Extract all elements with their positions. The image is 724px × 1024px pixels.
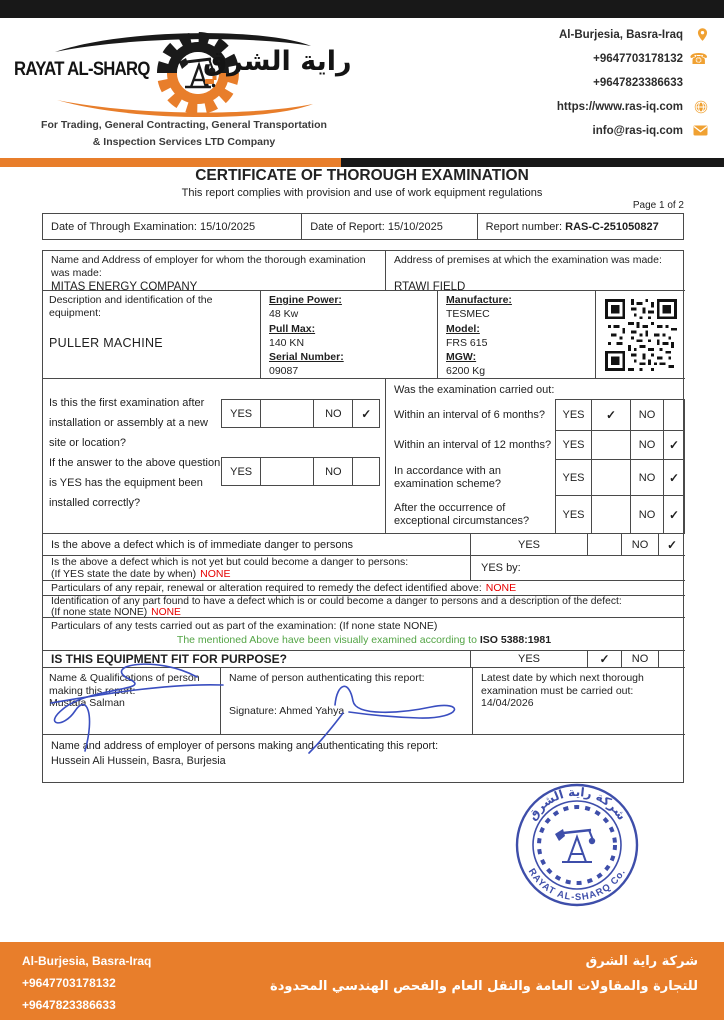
repair-row (43, 581, 685, 596)
identification-line2 (51, 608, 677, 619)
certificate-subtitle: This report complies with provision and use of work equipment regulations (181, 187, 543, 199)
premises-label: Address of premises at which the examination was made: (394, 254, 662, 266)
footer-banner (0, 942, 724, 1020)
yes-check-cell (261, 458, 314, 485)
stamp-arabic-text: شركة راية الشرق (525, 784, 629, 823)
exam-date-label: Date of Through Examination: (51, 220, 197, 233)
footer-address: Al-Burjesia, Basra-Iraq (22, 954, 152, 968)
no-cell: NO (314, 400, 353, 427)
interval-question: Within an interval of 12 months? (394, 439, 552, 451)
potential-none-value: NONE (200, 567, 231, 580)
divider-bar-black (341, 158, 724, 167)
report-date-cell (302, 214, 477, 239)
equipment-desc-cell (43, 291, 261, 379)
no-check-cell: ✓ (659, 534, 685, 556)
potential-line2-text: (If YES state the date by when) (51, 567, 197, 580)
spec-value: TESMEC (446, 308, 490, 321)
no-check-cell: ✓ (668, 470, 680, 485)
no-check-cell (659, 651, 685, 668)
exam-date-value: 15/10/2025 (200, 220, 256, 233)
no-cell: NO (631, 431, 664, 459)
manufacture-specs-cell (438, 291, 596, 379)
contact-phone2: +9647823386633 (593, 76, 683, 89)
footer-company-name-ar: شركة راية الشرق (585, 954, 698, 969)
yes-cell: YES (556, 460, 592, 495)
premises-cell (386, 251, 685, 291)
next-exam-cell (473, 668, 685, 735)
spec-label: Engine Power: (269, 294, 342, 306)
contact-phone1-row (557, 51, 708, 66)
interval-row (556, 496, 684, 533)
identification-line2-text: (If none state NONE) (51, 606, 148, 618)
potential-danger-question (43, 556, 471, 581)
globe-icon (688, 100, 708, 114)
report-number-label: Report number: (485, 220, 563, 233)
footer-phone2: +9647823386633 (22, 998, 116, 1012)
maker-cell (43, 668, 221, 735)
spec-label: Pull Max: (269, 322, 316, 335)
authenticator-signature-line: Signature: Ahmed Yahya (229, 704, 345, 717)
contact-website[interactable]: https://www.ras-iq.com (556, 100, 683, 113)
divider-bar-orange (0, 158, 341, 167)
interval-question: In accordance with an examination scheme? (394, 465, 502, 490)
repair-text: Particulars of any repair, renewal or alteration required to remedy the defect identified above: (51, 582, 482, 594)
employer-value: MITAS ENERGY COMPANY (51, 281, 198, 293)
next-exam-label: Latest date by which next thorough examination must be carried out: (481, 672, 644, 697)
no-check-cell: ✓ (668, 507, 680, 522)
repair-none-value: NONE (485, 582, 517, 594)
fitness-question: IS THIS EQUIPMENT FIT FOR PURPOSE? (43, 651, 471, 668)
no-check-cell: ✓ (668, 438, 680, 452)
yes-check-cell (592, 496, 631, 533)
interval-row (556, 431, 684, 460)
report-number-value: RAS-C-251050827 (565, 220, 659, 233)
no-check-cell: ✓ (361, 406, 372, 421)
no-cell: NO (631, 460, 664, 495)
interval-question: Within an interval of 6 months? (394, 408, 546, 421)
report-number-cell (478, 214, 683, 239)
interval-row (556, 400, 684, 431)
exam-date-cell (43, 214, 302, 239)
company-tagline (8, 117, 360, 151)
no-cell: NO (622, 651, 659, 668)
yes-check-cell (592, 431, 631, 459)
first-exam-pane (43, 379, 386, 534)
spec-value: 09087 (269, 365, 299, 378)
tests-note: The mentioned Above have been visually examined according to (176, 634, 477, 646)
carried-out-header: Was the examination carried out: (394, 384, 555, 396)
spec-value: 48 Kw (269, 308, 299, 321)
tagline-line1: For Trading, General Contracting, General Transportation (41, 119, 327, 131)
spec-value: 140 KN (269, 336, 305, 349)
immediate-danger-question: Is the above a defect which is of immediate danger to persons (43, 534, 471, 556)
authenticator-label: Name of person authenticating this report: (229, 672, 425, 684)
stamp-pumpjack-icon (562, 830, 593, 862)
contact-block (557, 27, 708, 147)
question-first-exam: Is this the first examination after installation or assembly at a new site or location? (49, 397, 208, 449)
contact-address: Al-Burjesia, Basra-Iraq (559, 28, 683, 41)
spec-label: MGW: (446, 351, 477, 364)
tests-text: Particulars of any tests carried out as part of the examination: (If none state NONE) (51, 620, 438, 632)
employer-label: Name and Address of employer for whom the thorough examination was made: (51, 254, 366, 279)
main-table (42, 250, 684, 783)
stamp-english-text: RAYAT AL-SHARQ Co. (525, 866, 629, 904)
yes-check-cell (261, 400, 314, 427)
interval-row (556, 460, 684, 496)
contact-phone1: +9647703178132 (593, 52, 683, 65)
yes-check-cell (588, 534, 622, 556)
spec-value: FRS 615 (446, 336, 488, 349)
employer-cell (43, 251, 386, 291)
contact-website-row (557, 99, 708, 114)
tests-note-line (51, 634, 677, 646)
company-stamp (512, 780, 642, 910)
location-pin-icon (688, 28, 708, 42)
yes-cell: YES (471, 651, 588, 668)
contact-email[interactable]: info@ras-iq.com (592, 124, 683, 137)
authenticator-cell (221, 668, 473, 735)
question-installed-correctly: If the answer to the above question is YES has the equipment been installed correctly? (49, 457, 221, 509)
spec-label: Serial Number: (269, 351, 344, 364)
equipment-desc-label: Description and identification of the equipment: (49, 294, 213, 319)
yes-cell: YES (222, 400, 261, 427)
maker-name: Mustafa Salman (49, 697, 125, 709)
envelope-icon (688, 125, 708, 136)
footer-company-desc-ar: للتجارة والمقاولات العامة والنقل العام والفحص الهندسي المحدودة (270, 979, 698, 994)
equipment-desc-value: PULLER MACHINE (49, 336, 163, 350)
no-cell: NO (631, 496, 664, 533)
footer-company-arabic (270, 949, 698, 999)
yes-by-cell: YES by: (471, 556, 685, 581)
identification-text: Identification of any part found to have a defect which is or could become a danger to persons and a description of the defect: (51, 596, 622, 607)
phone-icon: ☎ (689, 49, 708, 68)
potential-line1: Is the above a defect which is not yet but could become a danger to persons: (51, 556, 409, 568)
yes-cell: YES (471, 534, 588, 556)
potential-line2 (51, 569, 462, 581)
identification-row (43, 596, 685, 618)
svg-text:شركة راية الشرق (525, 785, 629, 823)
yes-check-cell: ✓ (588, 651, 622, 668)
yes-cell: YES (222, 458, 261, 485)
maker-label: Name & Qualifications of person making this report: (49, 672, 200, 697)
tests-row (43, 618, 685, 651)
next-exam-date: 14/04/2026 (481, 697, 534, 709)
brand-name-en: RAYAT AL-SHARQ (14, 59, 150, 80)
q2-answer-box (221, 457, 380, 486)
contact-address-row (557, 27, 708, 42)
yes-cell: YES (556, 431, 592, 459)
contact-phone2-row (557, 75, 708, 90)
no-cell: NO (631, 400, 664, 430)
tagline-line2: & Inspection Services LTD Company (92, 136, 276, 148)
header-black-bar (0, 0, 724, 18)
persons-employer-label: Name and address of employer of persons making and authenticating this report: (51, 740, 439, 752)
report-date-value: 15/10/2025 (387, 220, 443, 233)
footer-phone1: +9647703178132 (22, 976, 116, 990)
no-cell: NO (314, 458, 353, 485)
qr-code (596, 291, 685, 379)
spec-label: Model: (446, 322, 480, 335)
report-date-label: Date of Report: (310, 220, 385, 233)
brand-name-ar: راية الشرق (203, 46, 352, 77)
yes-check-cell (592, 460, 631, 495)
meta-date-row (42, 213, 684, 240)
identification-none-value: NONE (151, 606, 181, 618)
no-check-cell (353, 458, 379, 485)
persons-employer-value: Hussein Ali Hussein, Basra, Burjesia (51, 755, 226, 767)
footer-contact (22, 950, 151, 1016)
spec-label: Manufacture: (446, 294, 512, 306)
q1-answer-box (221, 399, 380, 428)
certificate-title: CERTIFICATE OF THOROUGH EXAMINATION (195, 167, 529, 184)
engine-specs-cell (261, 291, 438, 379)
yes-check-cell: ✓ (592, 400, 631, 430)
no-cell: NO (622, 534, 659, 556)
yes-cell: YES (556, 400, 592, 430)
no-check-cell (664, 400, 684, 430)
persons-employer-cell (43, 735, 685, 784)
tests-iso-standard: ISO 5388:1981 (479, 634, 552, 646)
carried-out-pane (386, 379, 685, 534)
yes-cell: YES (556, 496, 592, 533)
carried-out-grid (555, 399, 685, 534)
premises-value: RTAWI FIELD (394, 281, 466, 293)
contact-email-row (557, 123, 708, 138)
interval-question: After the occurrence of exceptional circumstances? (394, 502, 530, 527)
spec-value: 6200 Kg (446, 365, 486, 378)
page-number: Page 1 of 2 (632, 200, 684, 211)
